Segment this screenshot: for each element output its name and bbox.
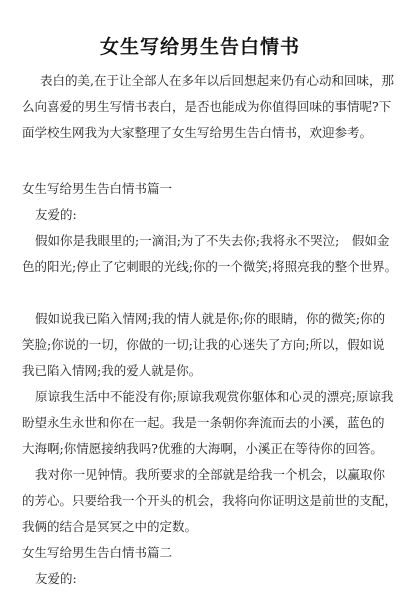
intro-line: 么向喜爱的男生写情书表白，是否也能成为你值得回味的事情呢?下 [22, 99, 392, 114]
greeting: 友爱的: [35, 207, 77, 222]
section-heading: 女生写给男生告白情书篇一 [22, 181, 173, 196]
cut-off-text [30, 600, 70, 608]
paragraph-line: 盼望永生永世和你在一起。我是一条朝你奔流而去的小溪，蓝色的 [22, 415, 385, 430]
paragraph-line: 笑脸;你说的一切，你做的一切;让我的心迷失了方向;所以，假如说 [22, 337, 385, 352]
paragraph-line: 大海啊;你情愿接纳我吗?优雅的大海啊，小溪正在等待你的回答。 [22, 441, 383, 456]
paragraph-line: 假如说我已陷入情网;我的情人就是你;你的眼睛，你的微笑;你的 [35, 311, 386, 326]
intro-line: 面学校生网我为大家整理了女生写给男生告白情书，欢迎参考。 [22, 125, 373, 140]
section-heading: 女生写给男生告白情书篇二 [22, 545, 173, 560]
paragraph-line: 原谅我生活中不能没有你;原谅我观赏你躯体和心灵的漂亮;原谅我 [35, 389, 394, 404]
paragraph-line: 的芳心。只要给我一个开头的机会，我将向你证明这是前世的支配， [22, 493, 398, 508]
intro-line: 表白的美,在于让全部人在多年以后回想起来仍有心动和回味，那 [40, 73, 394, 88]
paragraph-line: 我俩的结合是冥冥之中的定数。 [22, 519, 198, 534]
paragraph-line: 我已陷入情网;我的爱人就是你。 [22, 363, 202, 378]
paragraph-line: 色的阳光;停止了它刺眼的光线;你的一个微笑;将照亮我的整个世界。 [22, 259, 398, 274]
page-title: 女生写给男生告白情书 [99, 36, 300, 58]
greeting: 友爱的: [35, 571, 77, 586]
paragraph-line: 假如你是我眼里的;一滴泪;为了不失去你;我将永不哭泣; 假如金 [35, 233, 390, 248]
paragraph-line: 我对你一见钟情。我所要求的全部就是给我一个机会，以赢取你 [35, 467, 386, 482]
